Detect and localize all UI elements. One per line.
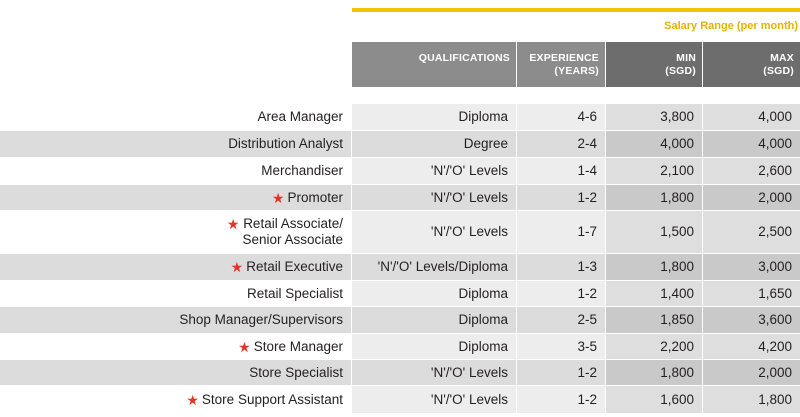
min-salary-cell: 1,800 (606, 254, 702, 280)
qualifications-header: QUALIFICATIONS (352, 42, 516, 87)
table-row (0, 158, 800, 184)
table-row (0, 104, 800, 130)
experience-cell: 1-2 (517, 281, 605, 306)
job-title: Retail Associate/ Senior Associate (242, 216, 343, 247)
min-salary-cell: 1,600 (606, 386, 702, 413)
qualification-cell: 'N'/'O' Levels (352, 211, 516, 253)
max-salary-cell: 3,000 (703, 254, 800, 280)
table-row (0, 131, 800, 157)
qualification-cell: 'N'/'O' Levels (352, 360, 516, 385)
min-salary-cell: 3,800 (606, 104, 702, 130)
max-salary-cell: 4,200 (703, 334, 800, 359)
red-star-icon: ★ (230, 259, 244, 275)
min-salary-cell: 1,500 (606, 211, 702, 253)
max-salary-cell: 1,650 (703, 281, 800, 306)
qualification-cell: 'N'/'O' Levels (352, 386, 516, 413)
job-title: Store Manager (253, 338, 343, 354)
table-row (0, 281, 800, 306)
qualification-cell: Degree (352, 131, 516, 157)
min-salary-cell: 1,800 (606, 360, 702, 385)
job-title: Store Specialist (249, 364, 343, 380)
table-row (0, 211, 800, 253)
qualification-cell: Diploma (352, 334, 516, 359)
max-salary-cell: 1,800 (703, 386, 800, 413)
max-salary-cell: 2,000 (703, 360, 800, 385)
experience-cell: 1-3 (517, 254, 605, 280)
experience-cell: 3-5 (517, 334, 605, 359)
min-salary-cell: 1,850 (606, 307, 702, 333)
max-salary-cell: 2,500 (703, 211, 800, 253)
min-salary-cell: 1,800 (606, 185, 702, 210)
table-row (0, 254, 800, 280)
max-salary-cell: 2,000 (703, 185, 800, 210)
experience-cell: 2-5 (517, 307, 605, 333)
max-salary-cell: 2,600 (703, 158, 800, 184)
red-star-icon: ★ (271, 189, 285, 206)
experience-cell: 4-6 (517, 104, 605, 130)
max-salary-cell: 3,600 (703, 307, 800, 333)
table-row (0, 386, 800, 413)
job-title: Retail Specialist (246, 285, 343, 301)
table-row (0, 360, 800, 385)
job-title: Retail Executive (246, 259, 343, 274)
qualification-cell: 'N'/'O' Levels (352, 185, 516, 210)
max-salary-header: MAX (SGD) (703, 42, 800, 87)
experience-cell: 2-4 (517, 131, 605, 157)
experience-cell: 1-2 (517, 185, 605, 210)
experience-cell: 1-4 (517, 158, 605, 184)
job-title: Shop Manager/Supervisors (179, 312, 343, 327)
red-star-icon: ★ (226, 216, 240, 232)
qualification-cell: 'N'/'O' Levels/Diploma (352, 254, 516, 280)
job-title: Store Support Assistant (201, 391, 343, 407)
job-title: Area Manager (257, 109, 343, 124)
experience-cell: 1-2 (517, 386, 605, 413)
max-salary-cell: 4,000 (703, 131, 800, 157)
experience-cell: 1-2 (517, 360, 605, 385)
job-title: Distribution Analyst (228, 136, 343, 151)
job-title: Merchandiser (261, 163, 343, 178)
max-salary-cell: 4,000 (703, 104, 800, 130)
table-row (0, 307, 800, 333)
qualification-cell: Diploma (352, 281, 516, 306)
table-row (0, 185, 800, 210)
red-star-icon: ★ (186, 391, 199, 408)
salary-range-title: Salary Range (per month) (664, 20, 798, 32)
min-salary-header: MIN (SGD) (606, 42, 702, 87)
min-salary-cell: 2,100 (606, 158, 702, 184)
min-salary-cell: 4,000 (606, 131, 702, 157)
qualification-cell: Diploma (352, 104, 516, 130)
min-salary-cell: 1,400 (606, 281, 702, 306)
min-salary-cell: 2,200 (606, 334, 702, 359)
table-row (0, 334, 800, 359)
header-accent-bar (352, 8, 800, 12)
red-star-icon: ★ (238, 338, 251, 355)
experience-header: EXPERIENCE (YEARS) (517, 42, 605, 87)
experience-cell: 1-7 (517, 211, 605, 253)
job-title: Promoter (287, 189, 343, 205)
qualification-cell: 'N'/'O' Levels (352, 158, 516, 184)
qualification-cell: Diploma (352, 307, 516, 333)
